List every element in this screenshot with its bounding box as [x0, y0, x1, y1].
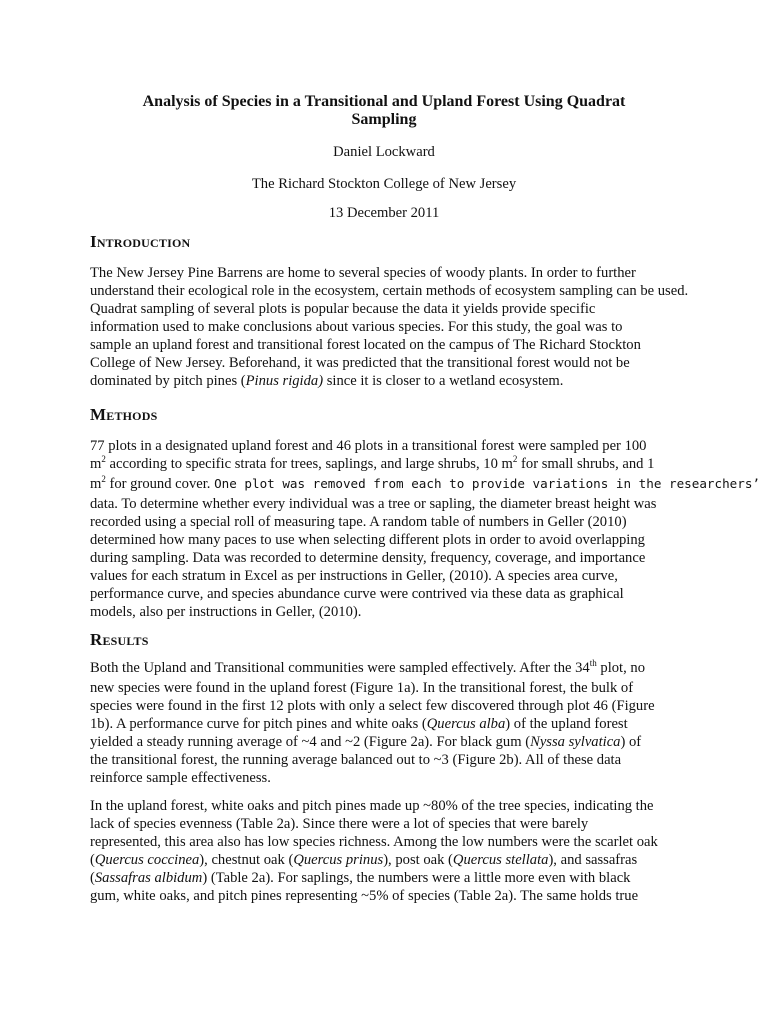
- section-heading-introduction: Introduction: [90, 232, 191, 251]
- text-line: data. To determine whether every individual was a tree or sapling, the diameter breast height was: [90, 496, 657, 512]
- text-run: ), chestnut oak (: [199, 852, 294, 868]
- superscript: th: [589, 658, 597, 669]
- methods-paragraph: [90, 437, 760, 621]
- text-run: m: [90, 456, 102, 472]
- text-line: values for each stratum in Excel as per instructions in Geller, (2010). A species area curve,: [90, 568, 618, 584]
- text-run: (: [90, 852, 95, 868]
- text-line: 77 plots in a designated upland forest and 46 plots in a transitional forest were sampled per 100: [90, 438, 647, 454]
- species-name: Quercus stellata: [452, 852, 549, 868]
- text-line: reinforce sample effectiveness.: [90, 770, 271, 786]
- section-heading-methods: Methods: [90, 405, 158, 424]
- title-line: Sampling: [351, 111, 417, 128]
- text-run: ), and sassafras: [548, 852, 638, 868]
- superscript: 2: [512, 454, 518, 465]
- author-affiliation: The Richard Stockton College of New Jersey: [251, 176, 517, 192]
- text-line: performance curve, and species abundance curve were contrived via these data as graphical: [90, 586, 624, 602]
- text-line: models, also per instructions in Geller, (2010).: [90, 604, 362, 620]
- species-name: Quercus prinus: [293, 852, 384, 868]
- text-run: for ground cover.: [105, 476, 215, 492]
- text-run: (: [90, 870, 95, 886]
- text-line: understand their ecological role in the ecosystem, certain methods of ecosystem sampling can be used.: [90, 283, 689, 299]
- text-run: for small shrubs, and 1: [517, 456, 655, 472]
- paper-title: [100, 92, 668, 128]
- section-heading-results: Results: [90, 630, 149, 649]
- species-name: Quercus coccinea: [94, 852, 200, 868]
- text-line: during sampling. Data was recorded to determine density, frequency, coverage, and importance: [90, 550, 646, 566]
- text-line: recorded using a special roll of measuring tape. A random table of numbers in Geller (2010): [90, 514, 627, 530]
- text-line: [90, 455, 684, 475]
- text-line: In the upland forest, white oaks and pitch pines made up ~80% of the tree species, indicating the: [90, 798, 654, 814]
- results-paragraph-1: [90, 659, 684, 787]
- text-line: new species were found in the upland forest (Figure 1a). In the transitional forest, the bulk of: [90, 680, 634, 696]
- text-line: [90, 372, 684, 390]
- text-run: plot, no: [596, 660, 645, 676]
- text-run: m: [90, 476, 102, 492]
- text-line: [90, 869, 684, 887]
- text-run: Both the Upland and Transitional communities were sampled effectively. After the 34: [90, 660, 590, 676]
- paper-date: 13 December 2011: [328, 205, 440, 221]
- text-line: information used to make conclusions about various species. For this study, the goal was to: [90, 319, 623, 335]
- text-line: the transitional forest, the running average balanced out to ~3 (Figure 2b). All of these data: [90, 752, 622, 768]
- text-line: [90, 659, 684, 679]
- text-line: College of New Jersey. Beforehand, it was predicted that the transitional forest would not be: [90, 355, 630, 371]
- text-line: sample an upland forest and transitional forest located on the campus of The Richard Stockton: [90, 337, 641, 353]
- text-run: ) (Table 2a). For saplings, the numbers were a little more even with black: [202, 870, 631, 886]
- superscript: 2: [101, 454, 106, 465]
- text-line: represented, this area also has low species richness. Among the low numbers were the scarlet oak: [90, 834, 658, 850]
- introduction-paragraph: [90, 264, 689, 390]
- results-paragraph-2: [90, 797, 684, 905]
- superscript: 2: [101, 474, 106, 485]
- text-line: [90, 851, 684, 869]
- text-run: 1b). A performance curve for pitch pines and white oaks (: [90, 716, 427, 732]
- text-run: ) of: [620, 734, 642, 750]
- text-run: ) of the upland forest: [505, 716, 628, 732]
- text-line: lack of species evenness (Table 2a). Since there were a lot of species that were barely: [90, 816, 589, 832]
- monospace-text-run: One plot was removed from each to provide variations in the researchers’: [214, 476, 760, 491]
- text-run: dominated by pitch pines (: [90, 373, 246, 389]
- text-line: The New Jersey Pine Barrens are home to several species of woody plants. In order to further: [90, 265, 636, 281]
- text-line: [90, 733, 684, 751]
- text-line: [90, 474, 760, 495]
- text-run: since it is closer to a wetland ecosystem.: [323, 373, 564, 389]
- species-name: Quercus alba: [426, 716, 506, 732]
- species-name: Pinus rigida): [245, 373, 324, 389]
- text-line: species were found in the first 12 plots with only a select few discovered through plot 46 (Figure: [90, 698, 655, 714]
- text-line: gum, white oaks, and pitch pines representing ~5% of species (Table 2a). The same holds true: [90, 888, 639, 904]
- text-line: [90, 715, 684, 733]
- text-run: yielded a steady running average of ~4 and ~2 (Figure 2a). For black gum (: [90, 734, 531, 750]
- species-name: Nyssa sylvatica: [530, 734, 621, 750]
- author-name: Daniel Lockward: [333, 144, 435, 160]
- text-line: Quadrat sampling of several plots is popular because the data it yields provide specific: [90, 301, 596, 317]
- text-run: according to specific strata for trees, saplings, and large shrubs, 10 m: [105, 456, 513, 472]
- title-line: Analysis of Species in a Transitional and Upland Forest Using Quadrat: [142, 93, 626, 110]
- species-name: Sassafras albidum: [94, 870, 203, 886]
- text-line: determined how many paces to use when selecting different plots in order to avoid overlapping: [90, 532, 645, 548]
- text-run: ), post oak (: [383, 852, 453, 868]
